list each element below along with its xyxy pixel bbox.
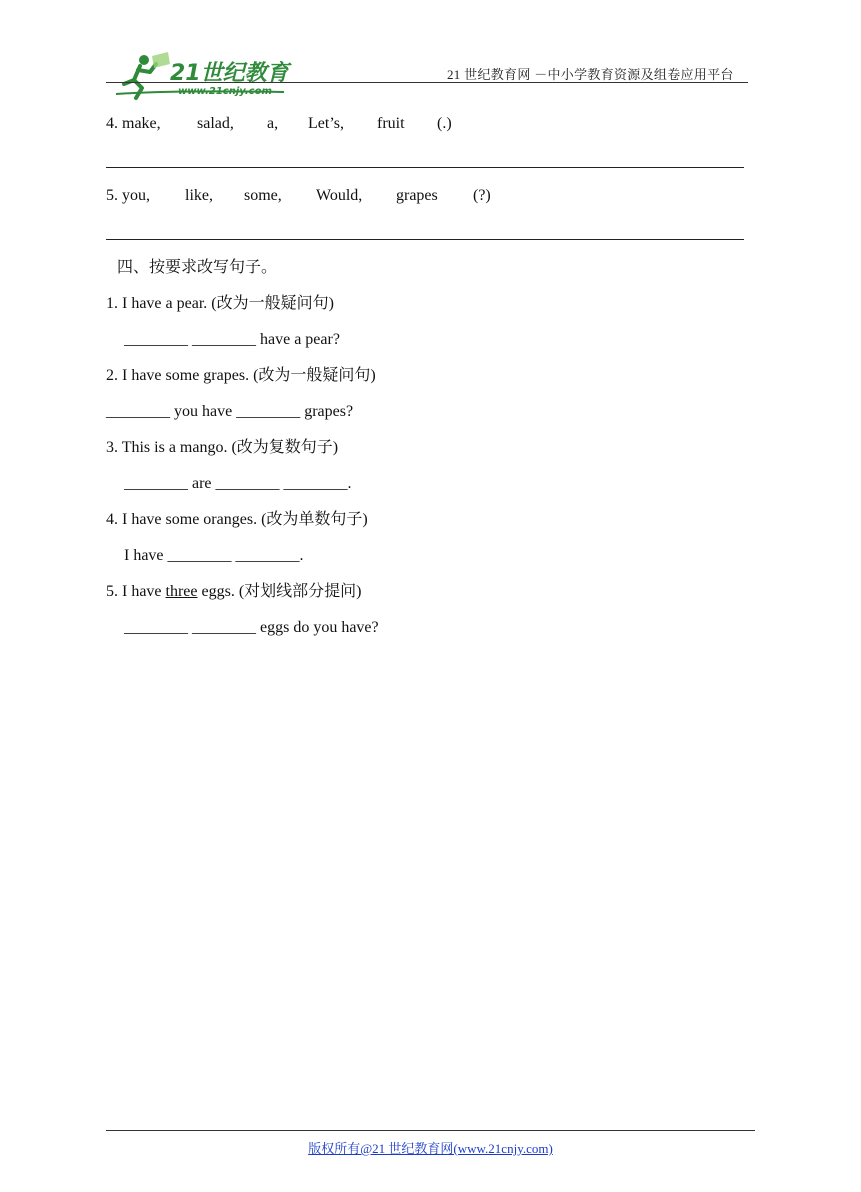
word: 5. you, [106,187,150,204]
word: Let’s, [308,115,344,132]
word: fruit [377,115,405,132]
prompt-text: eggs. (对划线部分提问) [197,583,362,600]
question-4-prompt: 4. I have some oranges. (改为单数句子) [106,511,368,528]
word: some, [244,187,282,204]
answer-line [106,239,744,240]
question-1-prompt: 1. I have a pear. (改为一般疑问句) [106,295,334,312]
question-4-answer: I have ________ ________. [124,547,304,564]
word: a, [267,115,279,132]
word: (.) [437,115,452,132]
ordering-item-4 [0,114,861,134]
question-1-answer: ________ ________ have a pear? [124,331,340,348]
ordering-item-5 [0,186,861,206]
question-5-answer: ________ ________ eggs do you have? [124,619,379,636]
logo-title: 21世纪教育 [170,61,289,86]
section-heading: 四、按要求改写句子。 [117,259,278,276]
site-logo [106,32,289,97]
word: 4. make, [106,115,161,132]
header-site-name: 21 世纪教育网 －中小学教育资源及组卷应用平台 [447,67,734,82]
word: like, [185,187,213,204]
word: Would, [316,187,363,204]
question-5-prompt [106,582,362,602]
word: grapes [396,187,438,204]
footer-divider [106,1130,755,1131]
runner-logo-icon [114,50,294,102]
word: salad, [197,115,234,132]
logo-url: www.21cnjy.com [178,86,272,97]
underlined-word: three [165,583,198,600]
copyright-link[interactable]: 版权所有@21 世纪教育网(www.21cnjy.com) [308,1141,553,1156]
answer-line [106,167,744,168]
prompt-text: 5. I have [106,583,166,600]
header-divider [106,82,748,83]
question-3-answer: ________ are ________ ________. [124,475,352,492]
question-3-prompt: 3. This is a mango. (改为复数句子) [106,439,339,456]
question-2-answer: ________ you have ________ grapes? [106,403,354,420]
word: (?) [473,187,491,204]
question-2-prompt: 2. I have some grapes. (改为一般疑问句) [106,367,376,384]
